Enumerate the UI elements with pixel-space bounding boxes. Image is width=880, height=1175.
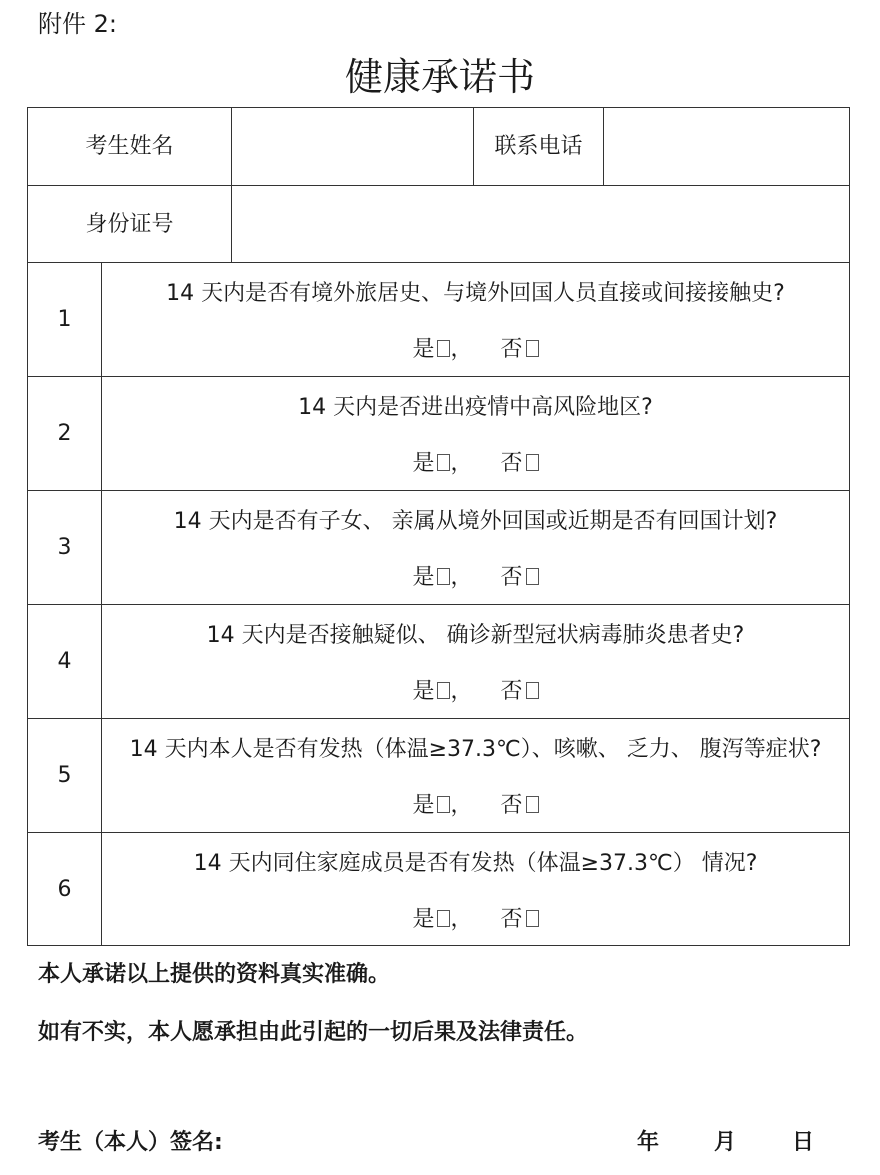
no-label: 否 xyxy=(500,565,523,590)
question-number: 6 xyxy=(57,877,72,902)
month-label: 月 xyxy=(714,1130,737,1155)
year-label: 年 xyxy=(637,1130,660,1155)
pledge-statement-1: 本人承诺以上提供的资料真实准确。 xyxy=(38,962,391,987)
answer-options: 是 ， 否 xyxy=(102,563,849,593)
yes-label: 是 xyxy=(412,451,435,476)
yes-label: 是 xyxy=(412,793,435,818)
yes-checkbox[interactable] xyxy=(437,568,450,585)
no-label: 否 xyxy=(500,451,523,476)
question-number: 1 xyxy=(57,307,72,332)
id-field[interactable] xyxy=(232,186,850,263)
no-checkbox[interactable] xyxy=(526,568,539,585)
question-number: 4 xyxy=(57,649,72,674)
answer-options: 是 ， 否 xyxy=(102,449,849,479)
answer-options: 是 ， 否 xyxy=(102,677,849,707)
answer-options: 是 ， 否 xyxy=(102,791,849,821)
id-label: 身份证号 xyxy=(85,211,174,237)
question-text: 14 天内是否有境外旅居史、与境外回国人员直接或间接接触史? xyxy=(166,281,785,306)
yes-checkbox[interactable] xyxy=(437,682,450,699)
question-text: 14 天内是否接触疑似、 确诊新型冠状病毒肺炎患者史? xyxy=(206,623,745,648)
name-field[interactable] xyxy=(232,108,473,186)
page-title: 健康承诺书 xyxy=(344,55,535,99)
yes-label: 是 xyxy=(412,337,435,362)
yes-label: 是 xyxy=(412,907,435,932)
question-text: 14 天内同住家庭成员是否有发热（体温≥37.3℃） 情况? xyxy=(193,851,758,876)
signature-label: 考生（本人）签名: xyxy=(38,1130,223,1155)
pledge-statement-2: 如有不实，本人愿承担由此引起的一切后果及法律责任。 xyxy=(38,1020,589,1045)
no-checkbox[interactable] xyxy=(526,910,539,927)
question-text: 14 天内是否进出疫情中高风险地区? xyxy=(298,395,653,420)
phone-label: 联系电话 xyxy=(494,134,583,159)
no-label: 否 xyxy=(500,337,523,362)
no-checkbox[interactable] xyxy=(526,796,539,813)
question-number: 5 xyxy=(57,763,72,788)
answer-options: 是 ， 否 xyxy=(102,335,849,365)
phone-field[interactable] xyxy=(604,108,850,186)
attachment-label: 附件 2: xyxy=(38,10,117,38)
yes-checkbox[interactable] xyxy=(437,910,450,927)
signature-field[interactable] xyxy=(255,1128,615,1158)
yes-checkbox[interactable] xyxy=(437,454,450,471)
no-checkbox[interactable] xyxy=(526,682,539,699)
no-checkbox[interactable] xyxy=(526,454,539,471)
day-label: 日 xyxy=(792,1130,815,1155)
no-label: 否 xyxy=(500,679,523,704)
yes-checkbox[interactable] xyxy=(437,340,450,357)
yes-checkbox[interactable] xyxy=(437,796,450,813)
answer-options: 是 ， 否 xyxy=(102,905,849,935)
question-number: 2 xyxy=(57,421,72,446)
health-pledge-form xyxy=(27,107,850,946)
yes-label: 是 xyxy=(412,565,435,590)
yes-label: 是 xyxy=(412,679,435,704)
name-label: 考生姓名 xyxy=(85,134,174,159)
question-number: 3 xyxy=(57,535,72,560)
no-label: 否 xyxy=(500,907,523,932)
question-text: 14 天内是否有子女、 亲属从境外回国或近期是否有回国计划? xyxy=(173,509,778,534)
no-checkbox[interactable] xyxy=(526,340,539,357)
question-text: 14 天内本人是否有发热（体温≥37.3℃）、咳嗽、 乏力、 腹泻等症状? xyxy=(129,737,822,762)
no-label: 否 xyxy=(500,793,523,818)
